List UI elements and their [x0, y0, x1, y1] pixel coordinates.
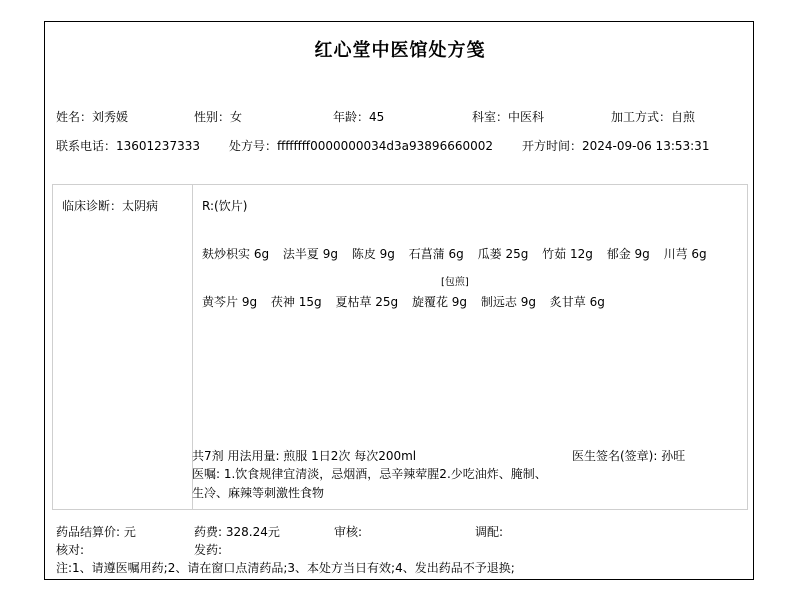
herb-item: 法半夏 9g	[282, 247, 338, 261]
herb-item: 瓜蒌 25g	[477, 247, 529, 261]
herb-item: 制远志 9g	[480, 295, 536, 309]
department: 科室：中医科	[472, 110, 545, 124]
herb-list-row-1	[202, 245, 717, 262]
herb-item: 陈皮 9g	[351, 247, 395, 261]
settlement-price: 药品结算价: 元	[56, 525, 136, 539]
herb-item: 郁金 9g	[606, 247, 650, 261]
herb-item: 黄芩片 9g	[202, 295, 258, 309]
patient-age: 年龄：45	[333, 110, 385, 124]
medical-advice-continued: 生冷、麻辣等刺激性食物	[192, 486, 325, 500]
dispense-field: 调配:	[475, 525, 504, 539]
herb-item: 石菖蒲 6g	[408, 247, 464, 261]
herb-item: 旋覆花 9g	[411, 295, 468, 309]
phone: 联系电话：13601237333	[56, 139, 200, 153]
drug-fee: 药费: 328.24元	[194, 525, 280, 539]
medical-advice: 医嘱: 1.饮食规律宜清淡，忌烟酒，忌辛辣荤腥2.少吃油炸、腌制、	[192, 467, 547, 481]
prescription-time: 开方时间：2024-09-06 13:53:31	[522, 139, 710, 153]
rx-label: R:(饮片)	[202, 199, 248, 213]
herb-item: 夏枯草 25g	[335, 295, 399, 309]
patient-gender: 性别：女	[194, 110, 243, 124]
herb-item: 炙甘草 6g	[549, 295, 605, 309]
review-field: 审核:	[334, 525, 363, 539]
herb-preparation-note: [包煎]	[441, 277, 469, 288]
usage-instructions: 共7剂 用法用量: 煎服 1日2次 每次200ml	[192, 449, 417, 463]
check-field: 核对:	[56, 543, 85, 557]
footer-note: 注:1、请遵医嘱用药;2、请在窗口点清药品;3、本处方当日有效;4、发出药品不予退换;	[56, 561, 515, 575]
page-title: 红心堂中医馆处方笺	[314, 40, 486, 61]
herb-item: 川芎 6g	[663, 247, 707, 261]
prescription-number: 处方号：ffffffff0000000034d3a93896660002	[229, 139, 494, 153]
issue-field: 发药:	[194, 543, 223, 557]
patient-name: 姓名：刘秀媛	[56, 110, 129, 124]
processing-method: 加工方式：自煎	[611, 110, 696, 124]
diagnosis: 临床诊断：太阴病	[62, 199, 159, 213]
doctor-signature: 医生签名(签章): 孙旺	[572, 449, 686, 463]
herb-item: 竹茹 12g	[542, 247, 593, 261]
herb-item: 麸炒枳实 6g	[202, 247, 270, 261]
herb-list-row-2	[202, 293, 615, 310]
herb-item: 茯神 15g	[270, 295, 322, 309]
